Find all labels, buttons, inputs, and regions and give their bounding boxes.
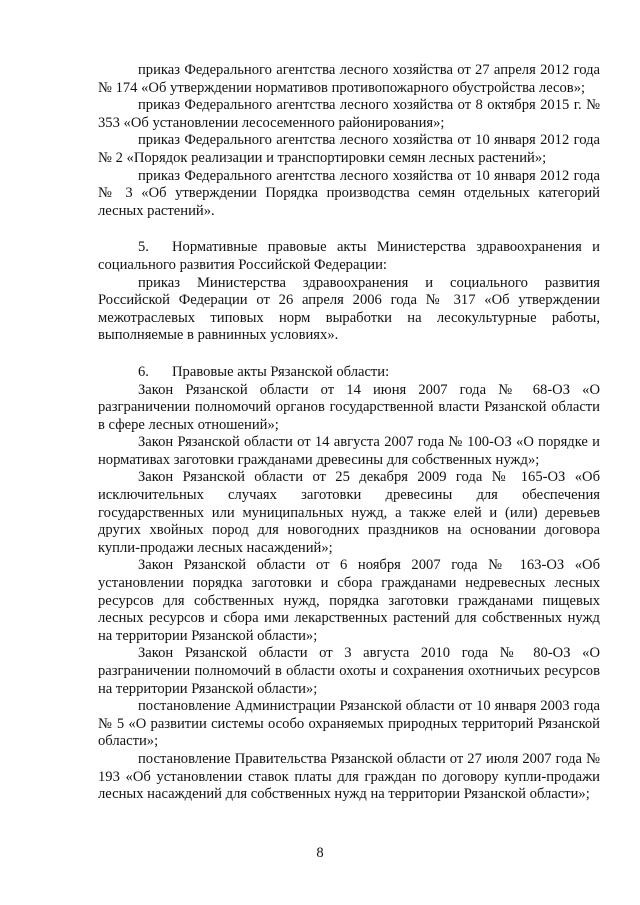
resolution-admin-5: постановление Администрации Рязанской области от 10 января 2003 года № 5 «О развитии системы особо охраняемых природных территорий Рязанской области»; (98, 698, 600, 750)
resolution-government-193: постановление Правительства Рязанской области от 27 июля 2007 года № 193 «Об установлении ставок платы для граждан по договору купли-продажи лесных насаждений для собственных нужд на территории Рязанской области»; (98, 750, 600, 803)
order-health-317: приказ Министерства здравоохранения и социального развития Российской Федерации от 26 апреля 2006 года № 317 «Об утверждении межотраслевых типовых норм выработки на лесокультурные работы, выполняемые в равнинных условиях». (98, 274, 600, 344)
law-ryazan-100: Закон Рязанской области от 14 августа 2007 года № 100-ОЗ «О порядке и нормативах заготовки гражданами древесины для собственных нужд»; (98, 434, 600, 468)
section-5-title: Нормативные правовые акты Министерства здравоохранения и социального развития Российской Федерации: (98, 239, 600, 273)
order-forestry-2: приказ Федерального агентства лесного хозяйства от 10 января 2012 года № 2 «Порядок реализации и транспортировки семян лесных растений»; (98, 132, 600, 166)
order-forestry-353: приказ Федерального агентства лесного хозяйства от 8 октября 2015 г. № 353 «Об установлении лесосеменного районирования»; (98, 97, 600, 131)
section-5-heading (98, 239, 600, 274)
law-ryazan-68: Закон Рязанской области от 14 июня 2007 года № 68-ОЗ «О разграничении полномочий органов государственной власти Рязанской области в сфере лесных отношений»; (98, 381, 600, 433)
order-forestry-174: приказ Федерального агентства лесного хозяйства от 27 апреля 2012 года № 174 «Об утверждении нормативов противопожарного обустройства лесов»; (98, 62, 600, 96)
section-5-number: 5. (138, 239, 149, 256)
law-ryazan-165: Закон Рязанской области от 25 декабря 2009 года № 165-ОЗ «Об исключительных случаях заготовки древесины для обеспечения государственных или муниципальных нужд, а также елей и (или) деревьев других хвойных пород для новогодних праздников на основании договора купли-продажи лесных насаждений»; (98, 469, 600, 556)
spacer (98, 345, 600, 364)
section-6-heading (98, 364, 600, 382)
spacer (98, 220, 600, 239)
order-forestry-3: приказ Федерального агентства лесного хозяйства от 10 января 2012 года № 3 «Об утверждении Порядка производства семян отдельных категорий лесных растений». (98, 167, 600, 219)
section-6-number: 6. (138, 363, 149, 380)
page-number: 8 (316, 845, 324, 861)
law-ryazan-163: Закон Рязанской области от 6 ноября 2007 года № 163-ОЗ «Об установлении порядка заготовки и сбора гражданами недревесных лесных ресурсов для собственных нужд, порядка заготовки гражданами пищевых лесных ресурсов и сбора ими лекарственных растений для собственных нужд на территории Рязанской области»; (98, 557, 600, 644)
document-page (98, 62, 600, 804)
section-6-title: Правовые акты Рязанской области: (172, 363, 390, 380)
law-ryazan-80: Закон Рязанской области от 3 августа 2010 года № 80-ОЗ «О разграничении полномочий в области охоты и сохранения охотничьих ресурсов на территории Рязанской области»; (98, 645, 600, 697)
